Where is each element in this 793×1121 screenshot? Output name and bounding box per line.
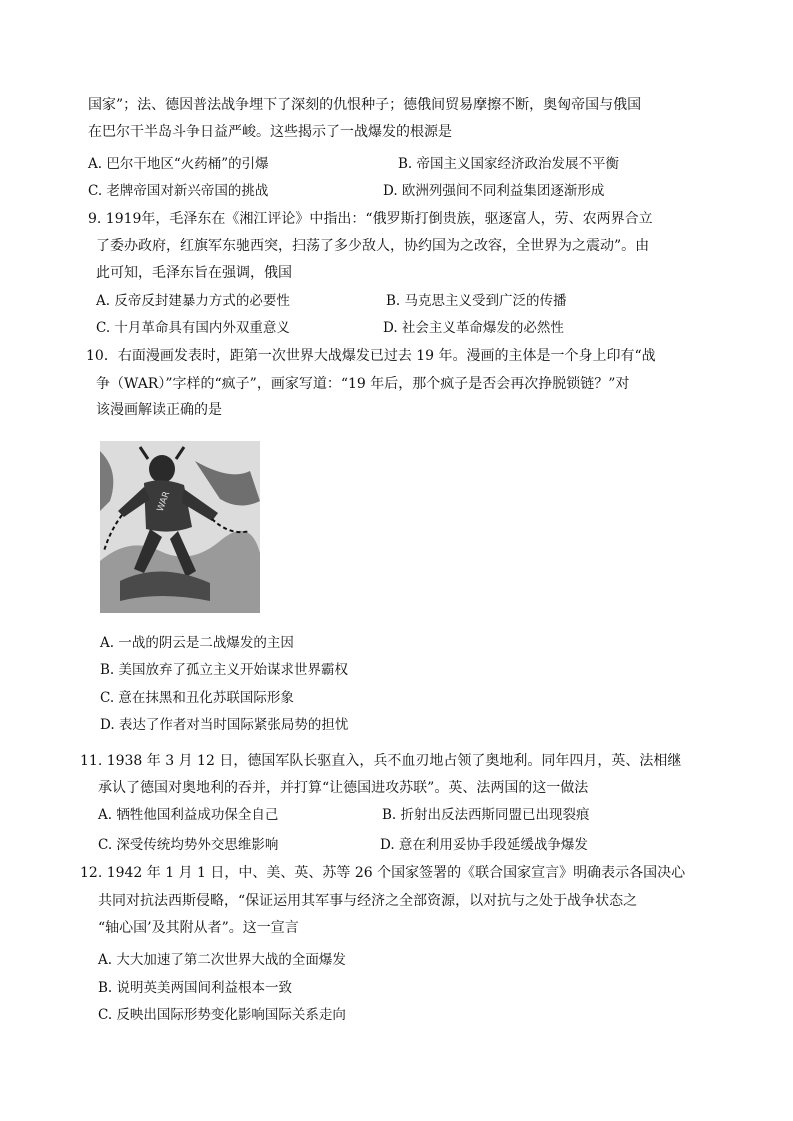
question-10-option-c: C. 意在抹黑和丑化苏联国际形象 [100,690,294,706]
question-12-option-c: C. 反映出国际形势变化影响国际关系走向 [98,1007,346,1023]
question-12-text-line-1: 12. 1942 年 1 月 1 日，中、美、英、苏等 26 个国家签署的《联合国家宣言》明确表示各国决心 [80,865,686,881]
question-11-option-d: D. 意在利用妥协手段延缓战争爆发 [380,837,588,853]
question-12-text-line-3: “轴心国’及其附从者”。这一宣言 [98,920,299,936]
question-11-text-line-2: 承认了德国对奥地利的吞并，并打算“让德国进攻苏联”。英、法两国的这一做法 [98,780,589,796]
question-10-option-b: B. 美国放弃了孤立主义开始谋求世界霸权 [100,662,349,678]
question-9-option-a: A. 反帝反封建暴力方式的必要性 [96,293,290,309]
question-9-text-line-1: 9. 1919年，毛泽东在《湘江评论》中指出：“俄罗斯打倒贵族，驱逐富人，劳、农两界合立 [88,211,653,227]
cartoon-illustration [100,441,260,613]
question-12-option-b: B. 说明英美两国间利益根本一致 [98,980,293,996]
question-10-text-line-1: 10．右面漫画发表时，距第一次世界大战爆发已过去 19 年。漫画的主体是一个身上印有“战 [86,348,656,364]
question-9-text-line-3: 此可知，毛泽东旨在强调，俄国 [96,265,292,281]
question-9-option-d: D. 社会主义革命爆发的必然性 [383,320,564,336]
war-madman-cartoon [100,441,260,613]
question-11-option-a: A. 牺牲他国利益成功保全自己 [98,807,279,823]
question-8-text-line-1: 国家”；法、德因普法战争埋下了深刻的仇恨种子；德俄间贸易摩擦不断，奥匈帝国与俄国 [88,97,642,113]
question-11-text-line-1: 11. 1938 年 3 月 12 日，德国军队长驱直入，兵不血刃地占领了奥地利。同年四月，英、法相继 [80,753,682,769]
question-9-option-c: C. 十月革命具有国内外双重意义 [96,320,290,336]
question-10-text-line-3: 该漫画解读正确的是 [96,402,222,418]
question-8-option-d: D. 欧洲列强间不同利益集团逐渐形成 [383,183,605,199]
question-8-option-a: A. 巴尔干地区“火药桶”的引爆 [88,156,269,172]
question-11-option-c: C. 深受传统均势外交思维影响 [98,837,279,853]
cartoon-war-label: WAR [155,490,173,514]
question-12-option-a: A. 大大加速了第二次世界大战的全面爆发 [98,952,346,968]
question-8-option-b: B. 帝国主义国家经济政治发展不平衡 [398,156,620,172]
question-10-text-line-2: 争（WAR）”字样的“疯子”，画家写道：“19 年后，那个疯子是否会再次挣脱锁链？”对 [96,376,630,392]
question-8-option-c: C. 老牌帝国对新兴帝国的挑战 [88,183,269,199]
question-8-text-line-2: 在巴尔干半岛斗争日益严峻。这些揭示了一战爆发的根源是 [88,124,452,140]
question-9-option-b: B. 马克思主义受到广泛的传播 [386,293,567,309]
question-10-option-a: A. 一战的阴云是二战爆发的主因 [100,635,294,651]
question-9-text-line-2: 了委办政府，红旗军东驰西突，扫荡了多少敌人，协约国为之改容，全世界为之震动”。由 [96,238,650,254]
question-10-option-d: D. 表达了作者对当时国际紧张局势的担忧 [100,717,349,733]
question-11-option-b: B. 折射出反法西斯同盟已出现裂痕 [382,807,590,823]
question-12-text-line-2: 共同对抗法西斯侵略，“保证运用其军事与经济之全部资源，以对抗与之处于战争状态之 [98,893,638,909]
